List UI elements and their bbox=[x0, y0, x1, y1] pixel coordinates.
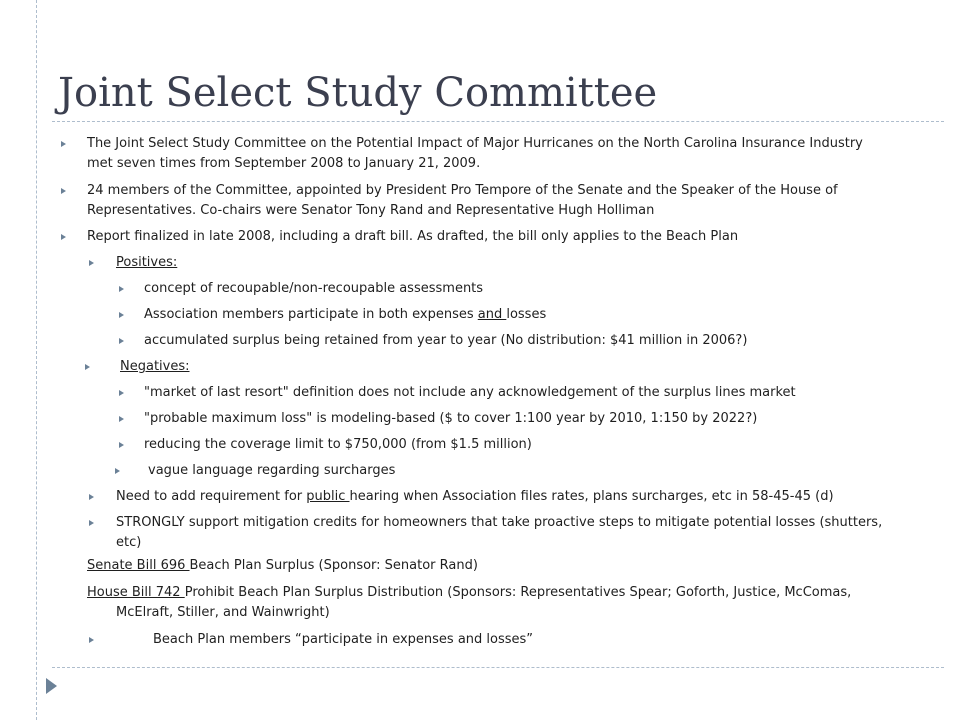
bullet-committee: The Joint Select Study Committee on the Potential Impact of Major Hurricanes on the North Carolina Insurance Industry met seven times from September 2008 to January 21, 2009. bbox=[87, 134, 863, 174]
bullet-arrow-icon bbox=[119, 286, 124, 292]
negative-item: "probable maximum loss" is modeling-based ($ to cover 1:100 year by 2010, 1:150 by 2022?) bbox=[144, 409, 757, 429]
bullet-arrow-icon bbox=[89, 637, 94, 643]
bullet-members: 24 members of the Committee, appointed by President Pro Tempore of the Senate and the Speaker of the House of Representatives. Co-chairs were Senator Tony Rand and Representative Hugh Holliman bbox=[87, 181, 838, 221]
bullet-arrow-icon bbox=[119, 312, 124, 318]
bullet-report: Report finalized in late 2008, including a draft bill. As drafted, the bill only applies to the Beach Plan bbox=[87, 227, 738, 247]
corner-arrow-icon bbox=[46, 678, 57, 694]
senate-bill-line: Senate Bill 696 Beach Plan Surplus (Sponsor: Senator Rand) bbox=[87, 558, 478, 573]
bullet-arrow-icon bbox=[119, 338, 124, 344]
bullet-arrow-icon bbox=[61, 234, 66, 240]
bullet-arrow-icon bbox=[85, 364, 90, 370]
bullet-arrow-icon bbox=[89, 494, 94, 500]
bullet-mitigation-credits: STRONGLY support mitigation credits for homeowners that take proactive steps to mitigate potential losses (shutters, etc) bbox=[116, 513, 882, 553]
slide-title: Joint Select Study Committee bbox=[58, 70, 658, 116]
bullet-public-hearing: Need to add requirement for public hearing when Association files rates, plans surcharges, etc in 58-45-45 (d) bbox=[116, 487, 834, 507]
bullet-arrow-icon bbox=[119, 442, 124, 448]
bullet-arrow-icon bbox=[89, 520, 94, 526]
bullet-arrow-icon bbox=[115, 468, 120, 474]
bullet-arrow-icon bbox=[119, 390, 124, 396]
bullet-arrow-icon bbox=[61, 188, 66, 194]
positive-item: Association members participate in both expenses and losses bbox=[144, 305, 546, 325]
bullet-arrow-icon bbox=[61, 141, 66, 147]
bullet-arrow-icon bbox=[119, 416, 124, 422]
positive-item: accumulated surplus being retained from year to year (No distribution: $41 million in 2006?) bbox=[144, 331, 747, 351]
negative-item: reducing the coverage limit to $750,000 (from $1.5 million) bbox=[144, 435, 532, 455]
bullet-beach-plan-members: Beach Plan members “participate in expenses and losses” bbox=[116, 630, 533, 650]
house-bill-line: House Bill 742 Prohibit Beach Plan Surplus Distribution (Sponsors: Representatives Spear; Goforth, Justice, McComas, McElraft, Stiller, and Wainwright) bbox=[87, 585, 852, 620]
subheading-positives: Positives: bbox=[116, 253, 177, 273]
negative-item: "market of last resort" definition does not include any acknowledgement of the surplus lines market bbox=[144, 383, 796, 403]
negative-item: vague language regarding surcharges bbox=[144, 461, 395, 481]
title-divider bbox=[52, 121, 944, 122]
footer-divider bbox=[52, 667, 944, 668]
side-guide-line bbox=[36, 0, 37, 720]
positive-item: concept of recoupable/non-recoupable assessments bbox=[144, 279, 483, 299]
bullet-arrow-icon bbox=[89, 260, 94, 266]
subheading-negatives: Negatives: bbox=[116, 357, 190, 377]
